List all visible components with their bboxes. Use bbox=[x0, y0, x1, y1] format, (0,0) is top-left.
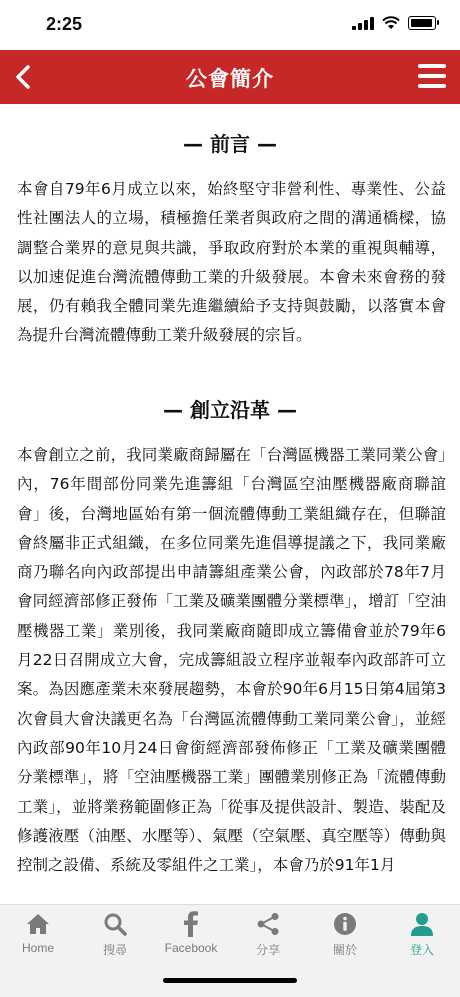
tab-label: Home bbox=[21, 941, 54, 955]
tab-label: Facebook bbox=[164, 941, 218, 955]
menu-button[interactable] bbox=[418, 64, 446, 90]
home-indicator bbox=[163, 978, 297, 983]
tab-label: 登入 bbox=[409, 943, 434, 957]
section-title-preface: — 前言 — bbox=[183, 132, 277, 156]
search-icon bbox=[101, 911, 129, 937]
battery-icon bbox=[408, 16, 436, 30]
status-icons bbox=[352, 16, 436, 30]
info-icon bbox=[331, 911, 359, 937]
section-body-history: 本會創立之前，我同業廠商歸屬在「台灣區機器工業同業公會」內，76年間部份同業先進籌組「台灣區空油壓機器廠商聯誼會」後，台灣地區始有第一個流體傳動工業組織存在，但聯誼會終屬非正式組織，在多位同業先進倡導提議之下，我同業廠商乃聯名向內政部提出申請籌組產業公會，內政部於78年7月會同經濟部修正發佈「工業及礦業團體分業標準」，增訂「空油壓機器工業」業別後，我同業廠商隨即成立籌備會並於79年6月22日召開成立大會，完成籌組設立程序並報奉內政部許可立案。為因應產業未來發展趨勢，本會於90年6月15日第4屆第3次會員大會決議更名為「台灣區流體傳動工業同業公會」，並經內政部90年10月24日會銜經濟部發佈修正「工業及礦業團體分業標準」，將「空油壓機器工業」團體業別修正為「流體傳動工業」，並將業務範圍修正為「從事及提供設計、製造、裝配及修護液壓（油壓、水壓等）、氣壓（空氣壓、真空壓等）傳動與控制之設備、系統及零組件之工業」，本會乃於91年1月 bbox=[17, 446, 446, 875]
page-title: 公會簡介 bbox=[186, 67, 274, 91]
share-icon bbox=[254, 911, 282, 937]
tab-home[interactable] bbox=[3, 911, 73, 955]
wifi-icon bbox=[382, 16, 400, 30]
section-body-preface: 本會自79年6月成立以來，始終堅守非營利性、專業性、公益性社團法人的立場，積極擔任業者與政府之間的溝通橋樑，協調整合業界的意見與共識，爭取政府對於本業的重視與輔導，以加速促進台灣流體傳動工業的升級發展。本會未來會務的發展，仍有賴我全體同業先進繼續給予支持與鼓勵，以落實本會為提升台灣流體傳動工業升級發展的宗旨。 bbox=[17, 180, 446, 345]
status-time: 2:25 bbox=[46, 14, 83, 34]
tab-label: 分享 bbox=[255, 943, 280, 957]
tab-share[interactable] bbox=[233, 911, 303, 958]
tab-search[interactable] bbox=[80, 911, 150, 958]
tab-about[interactable] bbox=[310, 911, 380, 958]
tab-login[interactable] bbox=[387, 911, 457, 958]
home-icon bbox=[24, 911, 52, 937]
tab-label: 關於 bbox=[332, 943, 357, 957]
section-title-history: — 創立沿革 — bbox=[163, 398, 297, 422]
tab-label: 搜尋 bbox=[102, 943, 127, 957]
status-bar bbox=[0, 0, 460, 50]
tab-facebook[interactable] bbox=[156, 911, 226, 955]
tab-bar bbox=[0, 904, 460, 997]
header-bar bbox=[0, 50, 460, 104]
content-scroll[interactable] bbox=[0, 104, 460, 904]
cellular-signal-icon bbox=[352, 17, 374, 30]
user-icon bbox=[408, 911, 436, 937]
facebook-icon bbox=[177, 911, 205, 937]
